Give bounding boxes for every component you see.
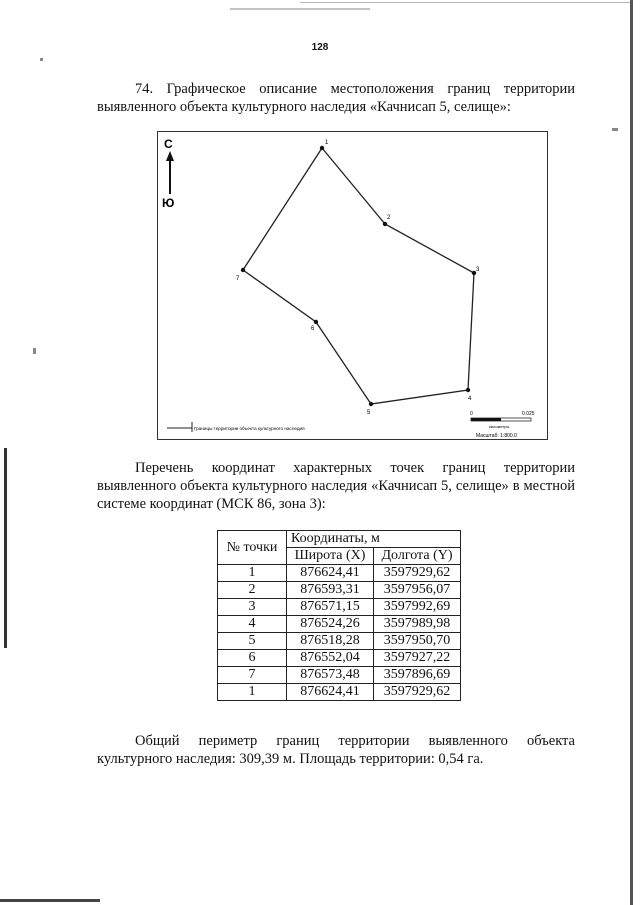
map-point-label-7: 7 — [236, 276, 240, 282]
page-number: 128 — [311, 42, 329, 53]
map-point-6 — [314, 320, 318, 324]
table-row: 7 876573,48 3597896,69 — [218, 667, 461, 684]
scan-artifact-top — [230, 8, 370, 10]
scale-start: 0 — [470, 411, 473, 417]
territory-boundary-polygon — [243, 148, 474, 404]
table-row: 1 876624,41 3597929,62 — [218, 565, 461, 582]
scan-artifact-right — [630, 0, 633, 905]
map-point-label-4: 4 — [468, 396, 472, 402]
table-row: 3 876571,15 3597992,69 — [218, 599, 461, 616]
table-row: 4 876524,26 3597989,98 — [218, 616, 461, 633]
coordinates-intro: Перечень координат характерных точек границ территории выявленного объекта культурного наследия «Качнисап 5, селище» в местной системе координат (МСК 86, зона 3): — [97, 460, 575, 512]
boundary-map-svg — [158, 132, 549, 441]
table-row: 2 876593,31 3597956,07 — [218, 582, 461, 599]
perimeter-summary: Общий периметр границ территории выявленного объекта культурного наследия: 309,39 м. Площадь территории: 0,54 га. — [97, 733, 575, 767]
map-point-label-5: 5 — [367, 410, 371, 416]
scan-artifact-bottom — [0, 899, 100, 902]
compass-arrowhead-icon — [166, 151, 174, 161]
map-point-label-2: 2 — [387, 215, 391, 221]
map-point-4 — [466, 388, 470, 392]
compass-south-label: Ю — [162, 196, 175, 210]
table-row: 1 876624,41 3597929,62 — [218, 684, 461, 701]
scan-artifact-left — [4, 448, 7, 648]
col-lat-header: Широта (X) — [287, 548, 374, 565]
scale-unit: километры — [489, 424, 510, 429]
col-coords-header: Координаты, м — [287, 531, 461, 548]
map-point-2 — [383, 222, 387, 226]
map-point-label-3: 3 — [476, 267, 480, 273]
legend-label: Границы территории объекта культурного наследия — [194, 426, 305, 431]
col-lon-header: Долгота (Y) — [374, 548, 461, 565]
section-74-heading: 74. Графическое описание местоположения границ территории выявленного объекта культурного наследия «Качнисап 5, селище»: — [97, 81, 575, 115]
boundary-map — [157, 131, 548, 440]
table-row: 5 876518,28 3597950,70 — [218, 633, 461, 650]
col-point-header: № точки — [218, 531, 287, 565]
scale-end: 0.025 — [522, 411, 535, 417]
map-point-1 — [320, 146, 324, 150]
compass-north-label: С — [164, 137, 173, 151]
scale-ratio: Масштаб: 1:800.0 — [476, 433, 517, 439]
map-point-label-1: 1 — [325, 140, 329, 146]
map-point-7 — [241, 268, 245, 272]
table-header-row — [218, 531, 461, 548]
coordinates-table — [217, 530, 461, 701]
table-row: 6 876552,04 3597927,22 — [218, 650, 461, 667]
map-point-5 — [369, 402, 373, 406]
map-point-label-6: 6 — [311, 326, 315, 332]
